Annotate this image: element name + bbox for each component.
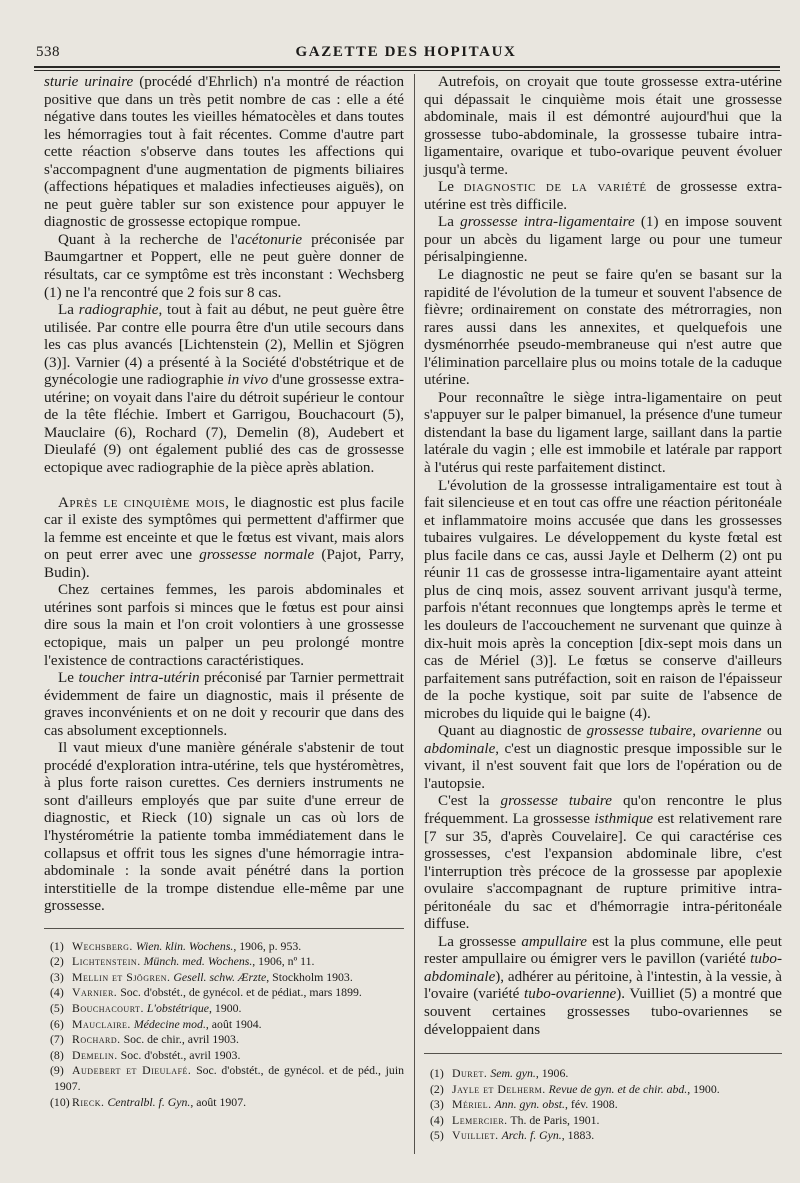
journal-title: GAZETTE DES HOPITAUX bbox=[295, 44, 517, 60]
footnote-number: (8) bbox=[50, 1047, 64, 1062]
left-column bbox=[44, 74, 404, 1110]
footnote-number: (4) bbox=[50, 985, 64, 1000]
footnote bbox=[44, 1017, 404, 1033]
paragraph: La radiographie, tout à fait au début, ne peut guère être utilisée. Par contre elle pourra être d'un utile secours dans les cas plus avancés [Lichtenstein (2), Mellin et Sjögren (3)]. Varnier (4) a présenté à la Société d'obstétrique et de gynécologie une radiographie in vivo d'une grossesse extra-utérine; on voyait dans l'aire du détroit supérieur le contour de la tête fléchie. Imbert et Garrigou, Bouchacourt (5), Mauclaire (6), Rochard (7), Demelin (8), Audebert et Dieulafé (9) ont également publié des cas de grossesse ectopique avec radiographie de la pièce après ablation. bbox=[44, 302, 404, 477]
footnote-details: , 1906. bbox=[535, 1066, 569, 1081]
footnote-number: (2) bbox=[430, 1081, 444, 1096]
column-divider bbox=[414, 74, 415, 1154]
paragraph: Autrefois, on croyait que toute grossesse extra-utérine qui dépassait le cinquième mois était une grossesse abdominale, mais il est démontré aujourd'hui que la grossesse tubo-abdominale, la grossesse tubaire intra-ligamentaire, ovarique et tubo-ovarique peuvent évoluer jusqu'à terme. bbox=[424, 74, 782, 178]
footnote-author: Mériel. bbox=[452, 1097, 492, 1112]
footnote-details: , 1900. bbox=[687, 1081, 720, 1096]
paragraph: La grossesse ampullaire est la plus commune, elle peut rester ampullaire ou émigrer vers le pavillon (variété tubo-abdominale), adhérer au péritoine, à l'intestin, à la vessie, à l'ovaire (variété tubo-ovarienne). Vuilliet (5) a montré que souvent certaines grossesses tubo-ovariennes se développaient dans bbox=[424, 933, 782, 1038]
footnote-details: , août 1907. bbox=[190, 1094, 247, 1109]
footnote-details: Soc. d'obstét., de gynécol. et de péd., juin 1907. bbox=[54, 1063, 405, 1094]
footnote-details: , 1900. bbox=[209, 1001, 242, 1016]
page-header bbox=[30, 38, 782, 64]
header-rule-thin bbox=[34, 70, 780, 71]
paragraph: Quant à la recherche de l'acétonurie préconisée par Baumgartner et Poppert, elle ne peut guère donner de résultats, car ce symptôme est très inconstant : Wechsberg (1) ne l'a rencontré que 2 fois sur 8 cas. bbox=[44, 231, 404, 301]
footnote-author: Lemercier. bbox=[452, 1112, 508, 1127]
footnote-number: (6) bbox=[50, 1016, 64, 1031]
paragraph: C'est la grossesse tubaire qu'on rencontre le plus fréquemment. La grossesse isthmique est relativement rare [7 sur 35, d'après Couvelaire]. Ce qui caractérise ces grossesses, c'est l'expansion abdominale libre, c'est l'interruption très précoce de la grossesse par apoplexie ovulaire s'accompagnant de rupture primitive intra-péritonéale du sac et d'hémorragie intra-péritonéale diffuse. bbox=[424, 793, 783, 933]
footnote-number: (1) bbox=[430, 1066, 444, 1081]
footnote-rule bbox=[424, 1053, 782, 1054]
footnote-author: Mauclaire. bbox=[72, 1016, 131, 1031]
footnote-number: (5) bbox=[430, 1128, 444, 1143]
footnote-author: Rochard. bbox=[72, 1032, 121, 1047]
footnote-title: Gesell. schw. Ærzte bbox=[173, 969, 267, 984]
footnote-number: (2) bbox=[50, 954, 64, 969]
footnote-title: Médecine mod. bbox=[133, 1016, 206, 1031]
paragraph: sturie urinaire (procédé d'Ehrlich) n'a montré de réaction positive que dans un très petit nombre de cas : elle a été négative dans toutes les vieilles hématocèles et dans toutes les hémorragies tout à fait récentes. Comme d'autre part cette réaction s'observe dans toutes les affections qui s'accompagnent d'une augmentation de pigments biliaires (affections hépatiques et maladies infectieuses aiguës), on ne peut guère tabler sur son existence pour appuyer le diagnostic de grossesse ectopique rompue. bbox=[44, 74, 404, 231]
footnote-title: Münch. med. Wochens. bbox=[143, 954, 253, 969]
footnote bbox=[424, 1082, 782, 1098]
footnote-author: Bouchacourt. bbox=[72, 1001, 144, 1016]
footnote bbox=[44, 985, 404, 1001]
footnote-details: , août 1904. bbox=[205, 1016, 262, 1031]
footnote-author: Demelin. bbox=[72, 1047, 118, 1062]
footnote bbox=[44, 954, 404, 970]
paragraph: Quant au diagnostic de grossesse tubaire, ovarienne ou abdominale, c'est un diagnostic presque impossible sur le vivant, il n'est souvent fait que lors de l'opération ou de l'autopsie. bbox=[424, 723, 783, 792]
footnote-number: (1) bbox=[50, 938, 64, 953]
footnote-author: Audebert et Dieulafé. bbox=[72, 1063, 192, 1078]
footnote-number: (4) bbox=[430, 1112, 444, 1127]
footnote-number: (10) bbox=[50, 1094, 70, 1109]
footnote-title: Centralbl. f. Gyn. bbox=[107, 1094, 191, 1109]
footnote-details: , 1906, nº 11. bbox=[252, 954, 315, 969]
footnote-author: Lichtenstein. bbox=[72, 954, 141, 969]
footnote-author: Varnier. bbox=[72, 985, 118, 1000]
footnote-rule bbox=[44, 928, 404, 929]
footnote bbox=[44, 1063, 404, 1094]
footnote bbox=[424, 1113, 782, 1129]
footnote-details: , 1906, p. 953. bbox=[233, 938, 302, 953]
footnotes bbox=[44, 939, 404, 1111]
footnote-title: Wien. klin. Wochens. bbox=[135, 938, 234, 953]
footnote-title: Sem. gyn. bbox=[490, 1066, 536, 1081]
paragraph: Le toucher intra-utérin préconisé par Tarnier permettrait évidemment de faire un diagnostic, mais il présente de graves inconvénients et on ne doit y recourir que dans des cas absolument exceptionnels. bbox=[44, 670, 404, 739]
footnote bbox=[44, 1032, 404, 1048]
footnote-details: Soc. d'obstét., avril 1903. bbox=[120, 1047, 241, 1062]
footnote-number: (3) bbox=[430, 1097, 444, 1112]
paragraph: Le diagnostic ne peut se faire qu'en se basant sur la rapidité de l'évolution de la tumeur et souvent l'absence de fièvre; ordinairement on constate des métrorragies, non rares aussi dans les annexites, et quelquefois une dysménorrhée pseudo-membraneuse qui n'est autre que l'élimination parcellaire plus ou moins totale de la caduque utérine. bbox=[424, 267, 782, 389]
footnote-details: , 1883. bbox=[561, 1128, 595, 1143]
paragraph: La grossesse intra-ligamentaire (1) en impose souvent pour un abcès du ligament large ou pour une tumeur périsalpingienne. bbox=[424, 214, 782, 266]
footnote-title: L'obstétrique bbox=[146, 1001, 210, 1016]
paragraph: Le diagnostic de la variété de grossesse extra-utérine est très difficile. bbox=[424, 179, 782, 213]
footnote-title: Ann. gyn. obst. bbox=[494, 1097, 566, 1112]
right-column bbox=[424, 74, 782, 1144]
footnote-author: Rieck. bbox=[72, 1094, 105, 1109]
paragraph: Il vaut mieux d'une manière générale s'abstenir de tout procédé d'exploration intra-utérine, tels que hystéromètres, à plus forte raison curettes. Ces derniers instruments ne sont d'ailleurs employés que par suite d'une erreur de diagnostic, et Rieck (10) signale un cas où lors de l'hystérométrie la patiente tomba immédiatement dans le collapsus et offrit tous les signes d'une hémorragie intra-abdominale : la sonde avait pénétré dans la portion interstitielle de la trompe distendue elle-même par une grossesse. bbox=[44, 740, 404, 915]
footnote-author: Vuilliet. bbox=[452, 1128, 499, 1143]
footnote bbox=[44, 1001, 404, 1017]
footnote-details: , Stockholm 1903. bbox=[266, 969, 353, 984]
footnote-number: (9) bbox=[50, 1063, 64, 1078]
footnote-title: Revue de gyn. et de chir. abd. bbox=[548, 1081, 688, 1096]
footnote-details: Th. de Paris, 1901. bbox=[510, 1112, 600, 1127]
header-rule bbox=[34, 66, 780, 68]
paragraph: Après le cinquième mois, le diagnostic est plus facile car il existe des symptômes qui permettent d'affirmer que la femme est enceinte et que le fœtus est vivant, mais alors on peut errer avec une grossesse normale (Pajot, Parry, Budin). bbox=[44, 494, 405, 581]
footnote-author: Mellin et Sjögren. bbox=[72, 969, 171, 984]
footnote bbox=[44, 970, 404, 986]
footnote bbox=[424, 1128, 782, 1144]
footnote bbox=[44, 1095, 404, 1111]
footnote bbox=[44, 939, 404, 955]
footnote-author: Jayle et Delherm. bbox=[452, 1081, 546, 1096]
footnote-details: , fév. 1908. bbox=[565, 1097, 618, 1112]
footnote bbox=[44, 1048, 404, 1064]
footnote bbox=[424, 1097, 782, 1113]
footnote-number: (7) bbox=[50, 1032, 64, 1047]
footnote-details: Soc. de chir., avril 1903. bbox=[123, 1032, 239, 1047]
footnote-author: Wechsberg. bbox=[72, 938, 133, 953]
footnote bbox=[424, 1066, 782, 1082]
paragraph: Pour reconnaître le siège intra-ligamentaire on peut s'appuyer sur le palper bimanuel, la présence d'une tumeur distendant la base du ligament large, saillant dans la partie latérale du vagin ; elle est immobile et latérale par rapport à l'utérus qui reste parfaitement distinct. bbox=[424, 389, 782, 477]
page-number: 538 bbox=[36, 44, 60, 60]
paragraph: L'évolution de la grossesse intraligamentaire est tout à fait silencieuse et en tout cas offre une réaction péritonéale et inflammatoire moins accusée que dans les grossesses tubaires vulgaires. Le développement du kyste fœtal est plus facile dans ce cas, aussi Jayle et Delherm (2) ont pu réunir 11 cas de grossesse intra-ligamentaire ayant atteint plus de cinq mois, assez souvent arrivant jusqu'à terme, parfois n'étant reconnues que longtemps après le terme et les douleurs de l'accouchement ne survenant que quinze à dix-huit mois après la conception [dix-sept mois dans un cas de Mériel (3)]. Le fœtus se conserve d'ailleurs parfaitement sans putréfaction, soit en raison de l'épaisseur de la poche kystique, soit par suite de l'absence de microbes du liquide qui le baigne (4). bbox=[424, 477, 782, 722]
paragraph: Chez certaines femmes, les parois abdominales et utérines sont parfois si minces que le fœtus est pour ainsi dire sous la main et l'on croit volontiers à une grossesse ectopique, mais un palper un peu prolongé montre l'existence de contractions caractéristiques. bbox=[44, 582, 404, 669]
footnote-details: Soc. d'obstét., de gynécol. et de pédiat., mars 1899. bbox=[120, 985, 362, 1000]
footnote-title: Arch. f. Gyn. bbox=[501, 1128, 562, 1143]
footnote-author: Duret. bbox=[452, 1066, 488, 1081]
footnote-number: (3) bbox=[50, 969, 64, 984]
footnote-number: (5) bbox=[50, 1001, 64, 1016]
footnotes bbox=[424, 1066, 782, 1144]
